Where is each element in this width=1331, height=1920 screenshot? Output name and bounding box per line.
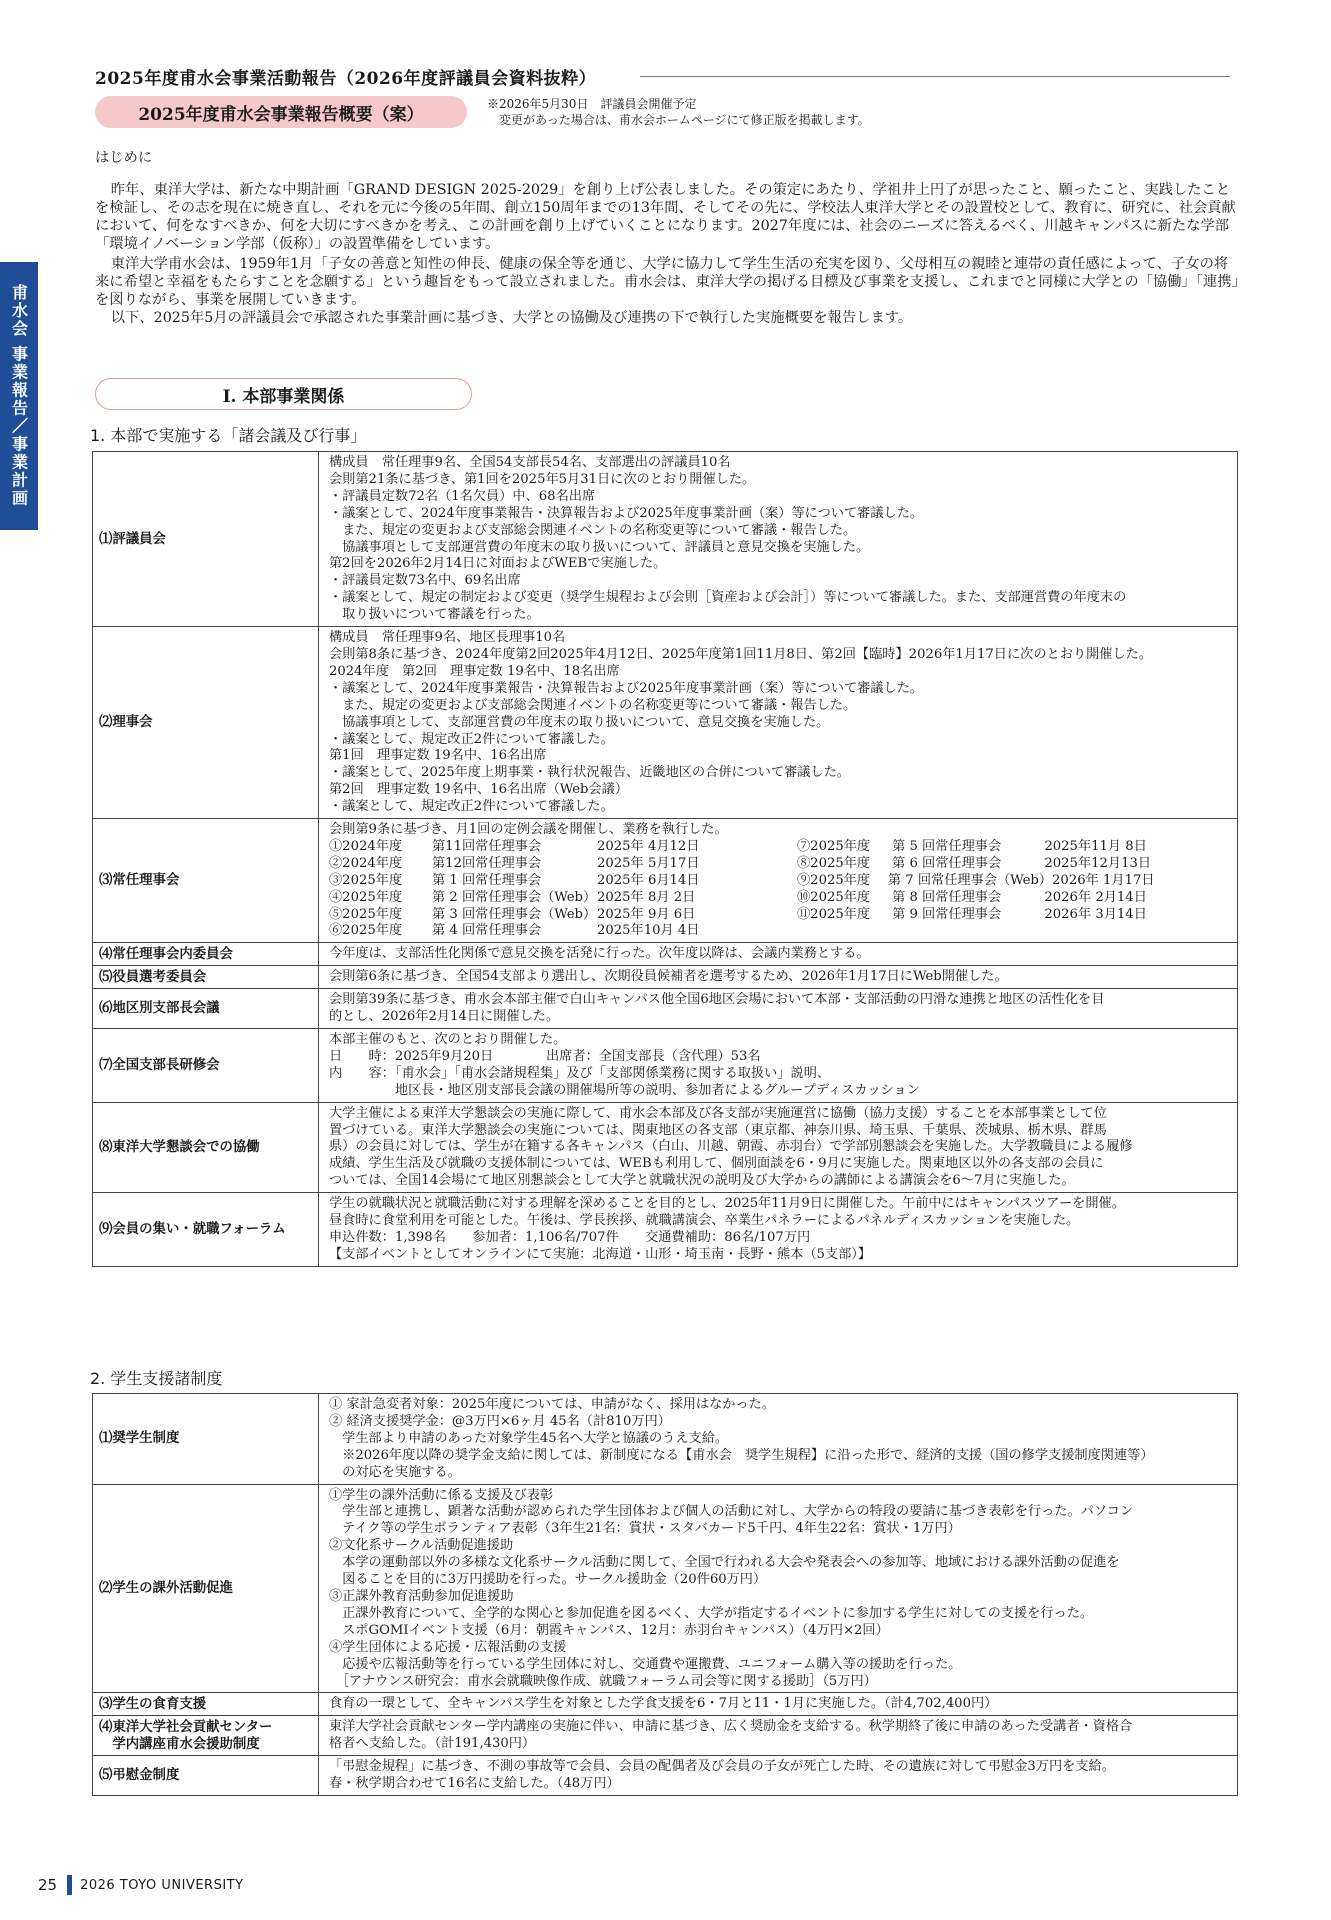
- row-label: ⑵学生の課外活動促進: [93, 1484, 319, 1693]
- meeting-entry: [329, 890, 797, 907]
- content-line: 今年度は、支部活性化関係で意見交換を活発に行った。次年度以降は、会議内業務とする。: [329, 946, 870, 962]
- meeting-year: ④2025年度: [329, 889, 403, 905]
- content-line: また、規定の変更および支部総会関連イベントの名称変更等について審議・報告した。: [329, 697, 857, 713]
- note-line-1: ※2026年5月30日 評議員会開催予定: [487, 97, 697, 111]
- content-line: ［アナウンス研究会：甫水会就職映像作成、就職フォーラム司会等に関する援助］（5万円）: [329, 1673, 877, 1689]
- content-line: ついては、全国14会場にて地区別懇談会として大学と就職状況の説明及び大学からの講師による講演会を6〜7月に実施した。: [329, 1173, 1075, 1189]
- summary-title-pill: 2025年度甫水会事業報告概要（案）: [95, 96, 467, 128]
- meeting-name: 第 8 回常任理事会: [892, 889, 1002, 905]
- subsection-heading-meetings: 1. 本部で実施する「諸会議及び行事」: [90, 426, 367, 445]
- table-row: [93, 819, 1238, 943]
- meeting-entry: [329, 856, 797, 873]
- row-content: [319, 1193, 1238, 1267]
- content-line: 春・秋学期合わせて16名に支給した。（48万円）: [329, 1776, 620, 1792]
- content-line: ・議案として、規定の制定および変更（奨学生規程および会則［資産および会計］）等について審議した。また、支部運営費の年度末の: [329, 590, 1127, 606]
- meeting-year: ⑪2025年度: [797, 906, 871, 922]
- content-line: テイク等の学生ボランティア表彰（3年生21名：賞状・スタバカード5千円、4年生22名：賞状・1万円）: [329, 1521, 961, 1537]
- row-content: [319, 1756, 1238, 1796]
- table-row: [93, 1484, 1238, 1693]
- content-line: 図ることを目的に3万円援助を行った。サークル援助金（20件60万円）: [329, 1572, 767, 1588]
- content-line: 学生部と連携し、顕著な活動が認められた学生団体および個人の活動に対し、大学からの特段の要請に基づき表彰を行った。パソコン: [329, 1504, 1134, 1520]
- meeting-entry: [797, 873, 1217, 890]
- row-content: [319, 943, 1238, 966]
- content-line: 本学の運動部以外の多様な文化系サークル活動に関して、全国で行われる大会や発表会への参加等、地域における課外活動の促進を: [329, 1555, 1120, 1571]
- row-label: ⑺全国支部長研修会: [93, 1029, 319, 1103]
- page-number: 25: [38, 1876, 58, 1894]
- content-line: 本部主催のもと、次のとおり開催した。: [329, 1032, 567, 1047]
- meeting-year: ①2024年度: [329, 838, 403, 854]
- intro-paragraph-1: 昨年、東洋大学は、新たな中期計画「GRAND DESIGN 2025-2029」を創り上げ公表しました。その策定にあたり、学祖井上円了が思ったこと、願ったこと、実践したことを検証し、その志を現在に焼き直し、それを元に今後の5年間、創立150周年までの13年間、そしてその先に、学校法人東洋大学とその設置校として、教育に、研究に、社会貢献において、何をなすべきか、何を大切にすべきかを考え、この計画を創り上げていくことになります。2027年度には、社会のニーズに答えるべく、川越キャンパスに新たな学部「環境イノベーション学部（仮称）」の設置準備をしています。: [95, 182, 1236, 252]
- content-line: 2024年度 第2回 理事定数 19名中、18名出席: [329, 663, 620, 679]
- content-line: 構成員 常任理事9名、地区長理事10名: [329, 630, 566, 646]
- meeting-name: 第 2 回常任理事会（Web）: [432, 889, 597, 905]
- content-line: ①学生の課外活動に係る支援及び表彰: [329, 1487, 554, 1503]
- row-content: [319, 452, 1238, 627]
- content-line: ・議案として、2024年度事業報告・決算報告および2025年度事業計画（案）等について審議した。: [329, 680, 924, 696]
- row-content: [319, 1716, 1238, 1756]
- meeting-year: ③2025年度: [329, 872, 403, 888]
- row-label: ⑷常任理事会内委員会: [93, 943, 319, 966]
- meeting-year: ⑤2025年度: [329, 906, 403, 922]
- content-line: 大学主催による東洋大学懇談会の実施に際して、甫水会本部及び各支部が実施運営に協働（協力支援）することを本部事業として位: [329, 1105, 1107, 1121]
- meeting-year: ⑧2025年度: [797, 855, 871, 871]
- content-line: 取り扱いについて審議を行った。: [329, 607, 540, 623]
- report-title: 2025年度甫水会事業活動報告（2026年度評議員会資料抜粋）: [95, 69, 597, 89]
- content-line: スポGOMIイベント支援（6月：朝霞キャンパス、12月：赤羽台キャンパス）（4万円×2回）: [329, 1622, 889, 1638]
- meeting-name: 第11回常任理事会: [432, 838, 542, 854]
- row-content: [319, 627, 1238, 819]
- content-line: また、規定の変更および支部総会関連イベントの名称変更等について審議・報告した。: [329, 522, 857, 538]
- content-line: の対応を実施する。: [329, 1464, 461, 1480]
- schedule-column-right: [797, 839, 1217, 940]
- content-line: ① 家計急変者対象：2025年度については、申請がなく、採用はなかった。: [329, 1397, 776, 1412]
- content-line: 東洋大学社会貢献センター学内講座の実施に伴い、申請に基づき、広く奨励金を支給する。秋学期終了後に申請のあった受講者・資格合: [329, 1719, 1133, 1735]
- meeting-name: 第 9 回常任理事会: [892, 906, 1002, 922]
- content-line: 会則第6条に基づき、全国54支部より選出し、次期役員候補者を選考するため、2026年1月17日にWeb開催した。: [329, 969, 1008, 985]
- meeting-year: ⑥2025年度: [329, 923, 403, 939]
- title-rule: [640, 76, 1230, 77]
- footer-accent-bar: [67, 1875, 72, 1895]
- row-label: ⑸役員選考委員会: [93, 966, 319, 989]
- section-title-pill: I. 本部事業関係: [95, 378, 472, 410]
- content-line: ② 経済支援奨学金：@3万円×6ヶ月 45名（計810万円）: [329, 1413, 671, 1429]
- content-line: ・議案として、2025年度上期事業・執行状況報告、近畿地区の合併について審議した。: [329, 765, 850, 781]
- content-line: ④学生団体による応援・広報活動の支援: [329, 1639, 567, 1655]
- meeting-entry: [797, 890, 1217, 907]
- table-row: [93, 452, 1238, 627]
- content-line: ・評議員定数72名（1名欠員）中、68名出席: [329, 488, 596, 504]
- content-line: ②文化系サークル活動促進援助: [329, 1538, 514, 1554]
- table-row: [93, 627, 1238, 819]
- table-row: [93, 1756, 1238, 1796]
- schedule-note: [487, 96, 870, 128]
- row-label: ⑻東洋大学懇談会での協働: [93, 1102, 319, 1193]
- meeting-date: 2025年 9月 6日: [597, 906, 696, 922]
- content-line: 昼食時に食堂利用を可能とした。午後は、学長挨拶、就職講演会、卒業生パネラーによるパネルディスカッションを実施した。: [329, 1213, 1080, 1229]
- content-line: 【支部イベントとしてオンラインにて実施：北海道・山形・埼玉南・長野・熊本（5支部）】: [329, 1246, 872, 1262]
- footer-text: 2026 TOYO UNIVERSITY: [80, 1877, 244, 1893]
- content-line: 内 容：「甫水会」「甫水会諸規程集」及び「支部関係業務に関する取扱い」説明、: [329, 1065, 831, 1081]
- content-line: 「弔慰金規程」に基づき、不測の事故等で会員、会員の配偶者及び会員の子女が死亡した時、その遺族に対して弔慰金3万円を支給。: [329, 1759, 1115, 1775]
- content-line: 構成員 常任理事9名、全国54支部長54名、支部選出の評議員10名: [329, 455, 731, 470]
- content-line: ※2026年度以降の奨学金支給に関しては、新制度になる【甫水会 奨学生規程】に沿った形で、経済的支援（国の修学支援制度関連等）: [329, 1447, 1154, 1463]
- meeting-entry: [329, 923, 797, 940]
- meeting-entry: [329, 907, 797, 924]
- meeting-entry: [797, 856, 1217, 873]
- table-row: [93, 943, 1238, 966]
- meeting-date: 2025年 5月17日: [597, 855, 700, 871]
- intro-paragraph-2: 東洋大学甫水会は、1959年1月「子女の善意と知性の伸長、健康の保全等を通じ、大学に協力して学生生活の充実を図り、父母相互の親睦と連帯の責任感によって、子女の将来に希望と幸福をもたらすことを念願する」という趣旨をもって設立されました。甫水会は、東洋大学の掲げる目標及び事業を支援し、これまでと同様に大学との「協働」「連携」を図りながら、事業を展開していきます。: [95, 256, 1239, 308]
- student-support-table: [92, 1393, 1238, 1796]
- content-line: 置づけている。東洋大学懇談会の実施については、関東地区の各支部（東京都、神奈川県、埼玉県、千葉県、茨城県、栃木県、群馬: [329, 1122, 1107, 1138]
- row-content: [319, 966, 1238, 989]
- meeting-name: 第 1 回常任理事会: [432, 872, 542, 888]
- content-line: 第2回を2026年2月14日に対面およびWEBで実施した。: [329, 556, 667, 572]
- meeting-date: 2025年11月 8日: [1044, 838, 1147, 854]
- meeting-entry: [797, 839, 1217, 856]
- meeting-date: 2025年12月13日: [1044, 855, 1152, 871]
- row-label: ⑹地区別支部長会議: [93, 989, 319, 1029]
- table-row: [93, 1193, 1238, 1267]
- table-row: [93, 1716, 1238, 1756]
- content-line: ・議案として、2024年度事業報告・決算報告および2025年度事業計画（案）等について審議した。: [329, 505, 924, 521]
- row-content: [319, 1394, 1238, 1485]
- content-line: 第2回 理事定数 19名中、16名出席（Web会議）: [329, 782, 629, 798]
- content-line: ・議案として、規定改正2件について審議した。: [329, 799, 614, 815]
- meeting-year: ⑨2025年度: [797, 872, 871, 888]
- table-row: [93, 1029, 1238, 1103]
- content-line: 地区長・地区別支部長会議の開催場所等の説明、参加者によるグループディスカッション: [329, 1082, 920, 1098]
- row-label: ⑶常任理事会: [93, 819, 319, 943]
- row-content: [319, 989, 1238, 1029]
- row-content: [319, 1029, 1238, 1103]
- meeting-date: 2026年 2月14日: [1044, 889, 1147, 905]
- meeting-name: 第 6 回常任理事会: [892, 855, 1002, 871]
- meeting-name: 第 7 回常任理事会（Web）: [887, 872, 1053, 888]
- content-line: 学生の就職状況と就職活動に対する理解を深めることを目的とし、2025年11月9日に開催した。午前中にはキャンパスツアーを開催。: [329, 1196, 1125, 1212]
- content-line: 会則第8条に基づき、2024年度第2回2025年4月12日、2025年度第1回11月8日、第2回【臨時】2026年1月17日に次のとおり開催した。: [329, 646, 1153, 662]
- row-content: [319, 1693, 1238, 1716]
- table-row: [93, 1394, 1238, 1485]
- content-line: 的とし、2026年2月14日に開催した。: [329, 1009, 560, 1025]
- intro-paragraph-3: 以下、2025年5月の評議員会で承認された事業計画に基づき、大学との協働及び連携の下で執行した実施概要を報告します。: [110, 310, 913, 326]
- meeting-entry: [329, 839, 797, 856]
- content-line: 申込件数：1,398名 参加者：1,106名/707件 交通費補助：86名/107万円: [329, 1229, 811, 1245]
- content-line: 学生部より申請のあった対象学生45名へ大学と協議のうえ支給。: [329, 1430, 729, 1446]
- meeting-date: 2026年 3月14日: [1044, 906, 1147, 922]
- table-row: [93, 966, 1238, 989]
- meeting-year: ⑦2025年度: [797, 838, 871, 854]
- intro-heading: はじめに: [95, 150, 153, 166]
- content-line: ③正課外教育活動参加促進援助: [329, 1588, 514, 1604]
- introduction: [95, 149, 1239, 327]
- row-content: [319, 1102, 1238, 1193]
- row-label: ⑴奨学生制度: [93, 1394, 319, 1485]
- meeting-name: 第 4 回常任理事会: [432, 923, 542, 939]
- content-line: ・評議員定数73名中、69名出席: [329, 573, 521, 589]
- meeting-date: 2026年 1月17日: [1052, 872, 1155, 888]
- meeting-name: 第 5 回常任理事会: [892, 838, 1002, 854]
- content-line: 食育の一環として、全キャンパス学生を対象とした学食支援を6・7月と11・1月に実施した。（計4,702,400円）: [329, 1696, 998, 1712]
- note-line-2: 変更があった場合は、甫水会ホームページにて修正版を掲載します。: [487, 113, 870, 127]
- content-line: 会則第21条に基づき、第1回を2025年5月31日に次のとおり開催した。: [329, 471, 756, 487]
- row-label: ⑸弔慰金制度: [93, 1756, 319, 1796]
- page-footer: [38, 1875, 244, 1895]
- content-line: 成績、学生生活及び就職の支援体制については、WEBも利用して、個別面談を6・9月に実施した。関東地区以外の各支部の会員に: [329, 1156, 1104, 1172]
- content-line: 会則第9条に基づき、月1回の定例会議を開催し、業務を執行した。: [329, 822, 728, 838]
- side-section-tab: 甫水会 事業報告／事業計画: [0, 262, 38, 530]
- row-label: ⑶学生の食育支援: [93, 1693, 319, 1716]
- table-row: [93, 1102, 1238, 1193]
- meeting-date: 2025年 4月12日: [597, 838, 700, 854]
- meeting-name: 第 3 回常任理事会（Web）: [432, 906, 597, 922]
- row-content: [319, 1484, 1238, 1693]
- row-content: [319, 819, 1238, 943]
- meeting-schedule: [329, 839, 1229, 940]
- row-label: ⑴評議員会: [93, 452, 319, 627]
- meeting-entry: [797, 907, 1217, 924]
- content-line: 協議事項として、支部運営費の年度末の取り扱いについて、意見交換を実施した。: [329, 714, 830, 730]
- table-row: [93, 989, 1238, 1029]
- content-line: ・議案として、規定改正2件について審議した。: [329, 731, 614, 747]
- meeting-date: 2025年10月 4日: [597, 923, 700, 939]
- meeting-year: ⑩2025年度: [797, 889, 871, 905]
- schedule-column-left: [329, 839, 797, 940]
- row-label: ⑼会員の集い・就職フォーラム: [93, 1193, 319, 1267]
- meeting-date: 2025年 6月14日: [597, 872, 700, 888]
- row-label: ⑷東洋大学社会貢献センター 学内講座甫水会援助制度: [93, 1716, 319, 1756]
- content-line: 協議事項として支部運営費の年度末の取り扱いについて、評議員と意見交換を実施した。: [329, 539, 870, 555]
- content-line: 会則第39条に基づき、甫水会本部主催で白山キャンパス他全国6地区会場において本部・支部活動の円滑な連携と地区の活性化を目: [329, 992, 1105, 1008]
- table-row: [93, 1693, 1238, 1716]
- content-line: 県）の会員に対しては、学生が在籍する各キャンパス（白山、川越、朝霞、赤羽台）で学部別懇談会を実施した。大学教職員による履修: [329, 1139, 1133, 1155]
- content-line: 日 時：2025年9月20日 出席者：全国支部長（含代理）53名: [329, 1048, 761, 1064]
- content-line: 第1回 理事定数 19名中、16名出席: [329, 748, 547, 764]
- content-line: 格者へ支給した。（計191,430円）: [329, 1736, 536, 1752]
- meeting-date: 2025年 8月 2日: [597, 889, 696, 905]
- meetings-table: [92, 451, 1238, 1267]
- content-line: 正課外教育について、全学的な関心と参加促進を図るべく、大学が指定するイベントに参加する学生に対しての支援を行った。: [329, 1605, 1094, 1621]
- content-line: 応援や広報活動等を行っている学生団体に対し、交通費や運搬費、ユニフォーム購入等の援助を行った。: [329, 1656, 962, 1672]
- meeting-name: 第12回常任理事会: [432, 855, 542, 871]
- subsection-heading-student-support: 2. 学生支援諸制度: [90, 1369, 223, 1388]
- meeting-entry: [329, 873, 797, 890]
- row-label: ⑵理事会: [93, 627, 319, 819]
- meeting-year: ②2024年度: [329, 855, 403, 871]
